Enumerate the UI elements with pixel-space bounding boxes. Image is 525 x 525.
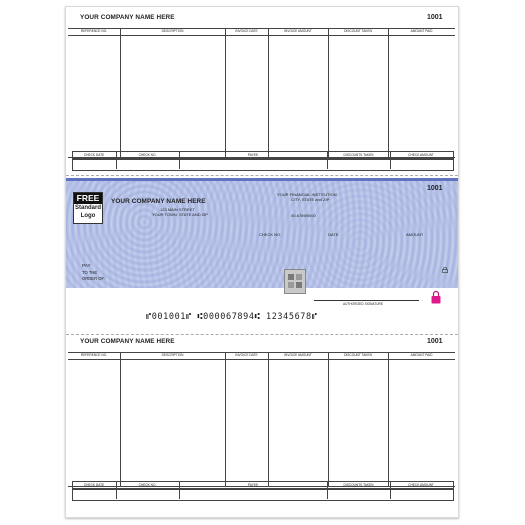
top-footer-payee: PAYEE (247, 153, 259, 157)
logo-box (73, 192, 103, 224)
bottom-header-description: DESCRIPTION (120, 352, 226, 359)
bottom-header-discount-taken: DISCOUNT TAKEN (328, 352, 389, 359)
top-stub-company-name: YOUR COMPANY NAME HERE (80, 14, 175, 21)
bottom-header-amount-paid: AMOUNT PAID (410, 353, 433, 357)
top-stub-table (68, 28, 455, 157)
check-no-label: CHECK NO. (259, 232, 282, 237)
routing-fraction: 00-6789/0000 (291, 213, 316, 218)
top-footer-check-amount: CHECK AMOUNT (408, 153, 434, 157)
signature-line (314, 300, 419, 301)
top-footer-discounts-taken: DISCOUNTS TAKEN (343, 153, 374, 157)
bank-city: CITY, STATE and ZIP (291, 197, 330, 202)
signature-label: AUTHORIZED SIGNATURE (343, 302, 383, 306)
top-stub-check-number: 1001 (427, 14, 443, 21)
top-footer-check-date: CHECK DATE (83, 153, 105, 157)
bottom-footer-check-no: CHECK NO. (138, 483, 157, 487)
check-body (66, 178, 458, 306)
amount-label: AMOUNT (406, 232, 424, 237)
bottom-footer-check-date: CHECK DATE (83, 483, 105, 487)
check-company-name: YOUR COMPANY NAME HERE (111, 198, 206, 205)
bank-name: YOUR FINANCIAL INSTITUTION (277, 192, 337, 197)
security-hologram-icon (284, 269, 306, 294)
bottom-header-invoice-date: INVOICE DATE (225, 352, 269, 359)
date-label: DATE (328, 232, 339, 237)
small-lock-icon (442, 260, 448, 266)
top-perforation (66, 175, 458, 176)
bottom-stub-footer (72, 481, 452, 501)
bottom-perforation (66, 334, 458, 335)
top-header-invoice-date: INVOICE DATE (225, 28, 269, 35)
bottom-footer-check-amount: CHECK AMOUNT (408, 483, 434, 487)
logo-standard-label: Standard (74, 205, 101, 211)
check-number: 1001 (427, 185, 443, 192)
logo-logo-label: Logo (80, 213, 96, 219)
bottom-header-reference: REFERENCE NO. (68, 352, 121, 359)
micr-line: ⑈001001⑈ ⑆000067894⑆ 12345678⑈ (146, 312, 318, 322)
top-header-amount-paid: AMOUNT PAID (410, 29, 433, 33)
top-stub-footer (72, 151, 452, 171)
bottom-footer-discounts-taken: DISCOUNTS TAKEN (343, 483, 374, 487)
logo-free-label: FREE (74, 193, 102, 204)
top-footer-check-no: CHECK NO. (138, 153, 157, 157)
check-form-sheet (65, 6, 459, 518)
bottom-stub-table (68, 352, 455, 486)
padlock-icon (431, 290, 441, 304)
bottom-footer-payee: PAYEE (247, 483, 259, 487)
top-header-invoice-amount: INVOICE AMOUNT (268, 28, 329, 35)
top-header-reference: REFERENCE NO. (68, 28, 121, 35)
check-company-address2: YOUR TOWN, STATE AND ZIP (152, 212, 208, 217)
check-company-address1: 123 MAIN STREET (160, 207, 195, 212)
pay-label: PAY (82, 263, 91, 268)
bottom-stub-company-name: YOUR COMPANY NAME HERE (80, 338, 175, 345)
top-header-discount-taken: DISCOUNT TAKEN (328, 28, 389, 35)
top-header-description: DESCRIPTION (120, 28, 226, 35)
to-the-label: TO THE (82, 270, 98, 275)
bottom-header-invoice-amount: INVOICE AMOUNT (268, 352, 329, 359)
bottom-stub-check-number: 1001 (427, 338, 443, 345)
order-of-label: ORDER OF: (82, 276, 106, 281)
